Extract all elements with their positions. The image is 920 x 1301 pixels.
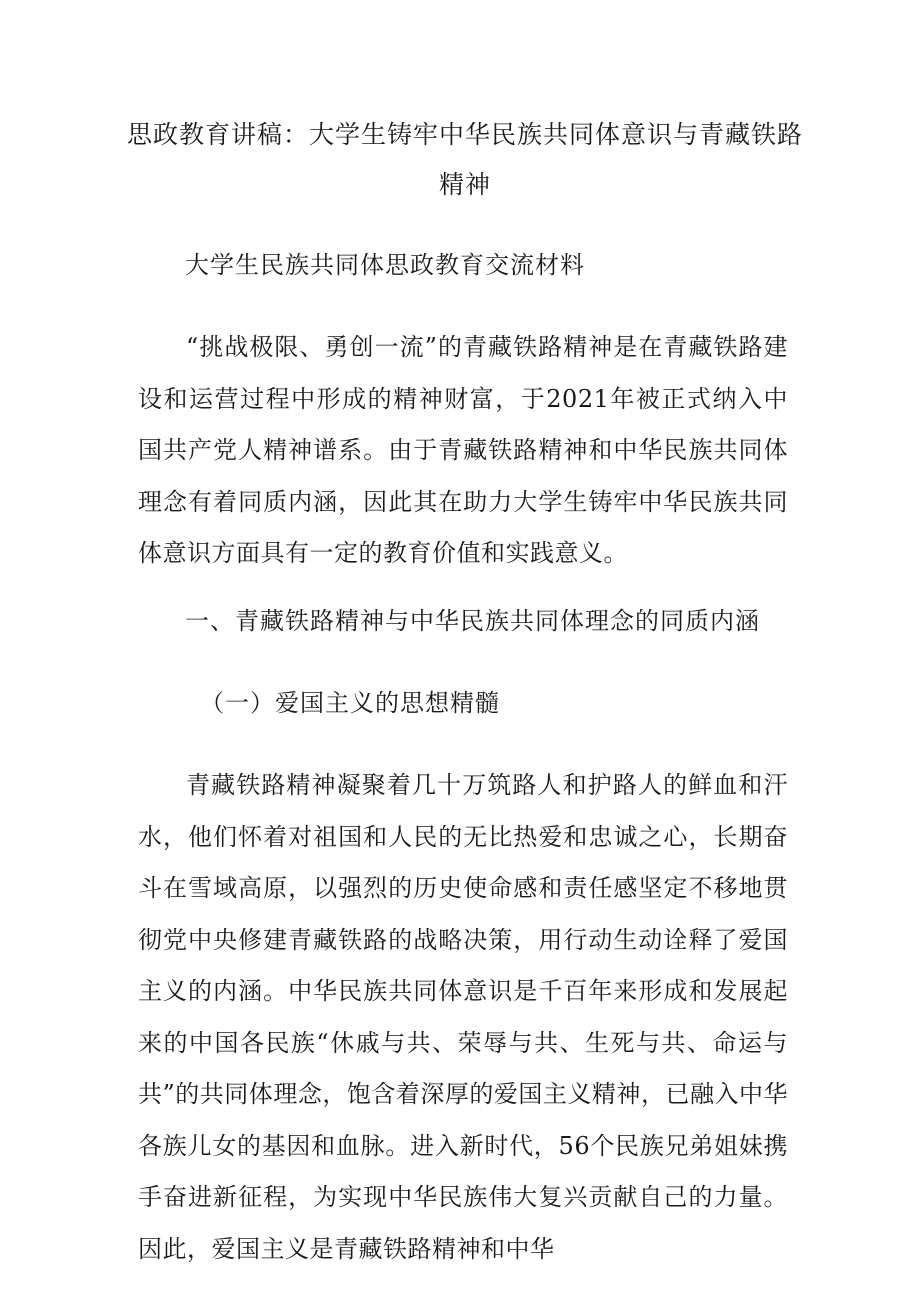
section-heading: 一、青藏铁路精神与中华民族共同体理念的同质内涵 [185, 607, 760, 635]
body-paragraph: 青藏铁路精神凝聚着几十万筑路人和护路人的鲜血和汗水，他们怀着对祖国和人民的无比热爱和忠诚之心，长期奋斗在雪域高原，以强烈的历史使命感和责任感坚定不移地贯彻党中央修建青藏铁路的战略决策，用行动生动诠释了爱国主义的内涵。中华民族共同体意识是千百年来形成和发展起来的中国各民族“休戚与共、荣辱与共、生死与共、命运与共”的共同体理念，饱含着深厚的爱国主义精神，已融入中华各族儿女的基因和血脉。进入新时代，56个民族兄弟姐妹携手奋进新征程，为实现中华民族伟大复兴贡献自己的力量。因此，爱国主义是青藏铁路精神和中华 [138, 771, 788, 1263]
intro-paragraph: “挑战极限、勇创一流”的青藏铁路精神是在青藏铁路建设和运营过程中形成的精神财富，于2021年被正式纳入中国共产党人精神谱系。由于青藏铁路精神和中华民族共同体理念有着同质内涵，因此其在助力大学生铸牢中华民族共同体意识方面具有一定的教育价值和实践意义。 [138, 333, 788, 567]
document-subtitle: 大学生民族共同体思政教育交流材料 [185, 251, 585, 279]
subsection-heading: （一）爱国主义的思想精髓 [200, 689, 500, 717]
document-title: 思政教育讲稿：大学生铸牢中华民族共同体意识与青藏铁路精神 [126, 120, 803, 199]
